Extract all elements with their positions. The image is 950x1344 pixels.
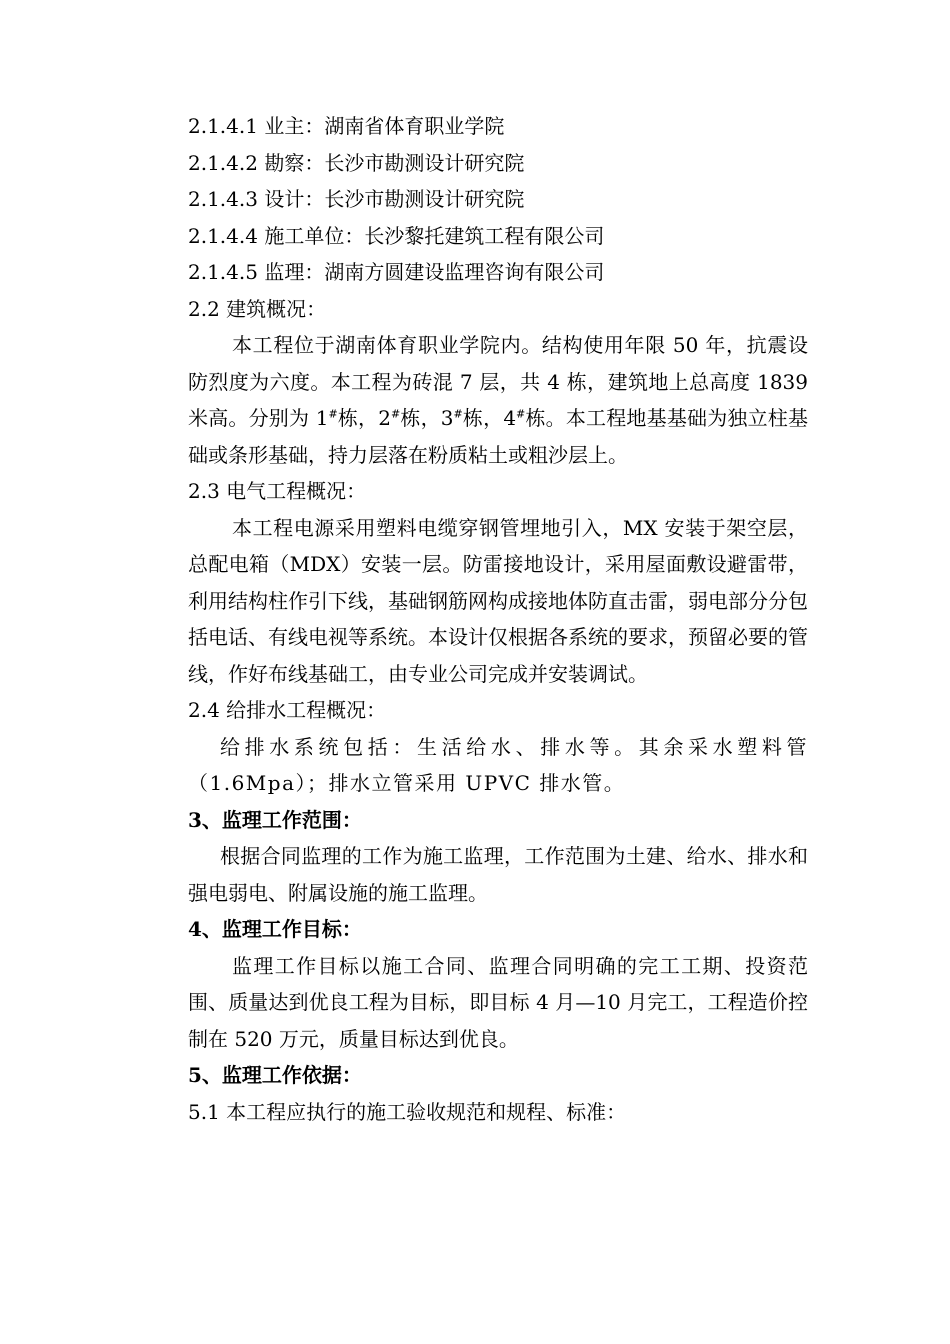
section-heading-building: 2.2 建筑概况：: [188, 296, 327, 321]
plumbing-overview-paragraph: 给排水系统包括：生活给水、排水等。其余采水塑料管（1.6Mpa）；排水立管采用 UPVC 排水管。: [188, 734, 808, 795]
supervisor-line: 2.1.4.5 监理：湖南方圆建设监理咨询有限公司: [188, 260, 605, 284]
section-heading-goals: 4、监理工作目标：: [188, 917, 362, 941]
building-overview-paragraph: 本工程位于湖南体育职业学院内。结构使用年限 50 年，抗震设防烈度为六度。本工程为砖混 7 层，共 4 栋，建筑地上总高度 1839 米高。分别为 1#栋，2#栋，3#栋，4#栋。本工程地基基础为独立柱基础或条形基础，持力层落在粉质粘土或粗沙层上。: [188, 333, 808, 467]
survey-line: 2.1.4.2 勘察：长沙市勘测设计研究院: [188, 150, 525, 175]
scope-paragraph: 根据合同监理的工作为施工监理，工作范围为土建、给水、排水和强电弱电、附属设施的施工监理。: [188, 844, 808, 905]
section-heading-scope: 3、监理工作范围：: [188, 807, 362, 832]
section-heading-electrical: 2.3 电气工程概况：: [188, 479, 367, 503]
standards-subheading: 5.1 本工程应执行的施工验收规范和规程、标准：: [188, 1099, 627, 1124]
electrical-overview-paragraph: 本工程电源采用塑料电缆穿钢管埋地引入，MX 安装于架空层，总配电箱（MDX）安装一层。防雷接地设计，采用屋面敷设避雷带，利用结构柱作引下线，基础钢筋网构成接地体防直击雷，弱电部分分包括电话、有线电视等系统。本设计仅根据各系统的要求，预留必要的管线，作好布线基础工，由专业公司完成并安装调试。: [188, 515, 808, 686]
section-heading-plumbing: 2.4 给排水工程概况：: [188, 698, 387, 722]
owner-line: 2.1.4.1 业主：湖南省体育职业学院: [188, 114, 505, 138]
section-heading-basis: 5、监理工作依据：: [188, 1063, 362, 1087]
goals-paragraph: 监理工作目标以施工合同、监理合同明确的完工工期、投资范围、质量达到优良工程为目标，即目标 4 月—10 月完工，工程造价控制在 520 万元，质量目标达到优良。: [188, 953, 808, 1051]
document-body: [188, 108, 808, 1130]
contractor-line: 2.1.4.4 施工单位：长沙黎托建筑工程有限公司: [188, 223, 605, 248]
design-line: 2.1.4.3 设计：长沙市勘测设计研究院: [188, 187, 525, 211]
